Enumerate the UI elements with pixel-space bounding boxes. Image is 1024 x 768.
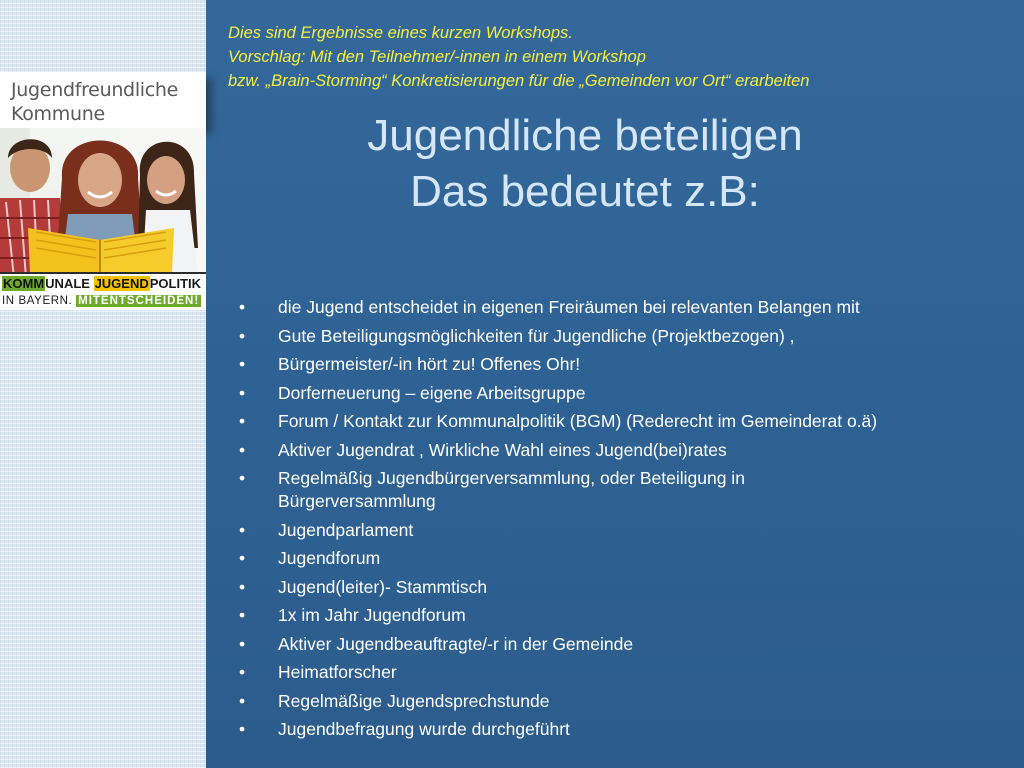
bullet-item [238, 661, 998, 684]
brand-box [0, 72, 206, 128]
brand-line-1: Jugendfreundliche [11, 79, 179, 101]
bullet-dot-icon: • [239, 633, 246, 654]
title-line-1: Jugendliche beteiligen [367, 111, 803, 160]
bullet-dot-icon: • [239, 325, 246, 346]
note-line-1: Dies sind Ergebnisse eines kurzen Workshops. [228, 24, 573, 42]
bullet-text: Heimatforscher [278, 662, 397, 682]
logo-text-jugend: JUGEND [94, 276, 149, 291]
bullet-text: Forum / Kontakt zur Kommunalpolitik (BGM) (Rederecht im Gemeinderat o.ä) [278, 411, 878, 431]
bullet-dot-icon: • [239, 576, 246, 597]
bullet-dot-icon: • [239, 548, 246, 568]
logo-text-in-bayern: IN BAYERN. [2, 295, 77, 307]
logo-text-mitentscheiden: MITENTSCHEIDEN! [78, 295, 200, 307]
bullet-text: Aktiver Jugendbeauftragte/-r in der Gemeinde [278, 633, 634, 654]
bullet-dot-icon: • [239, 690, 246, 711]
bullet-text: Regelmäßig Jugendbürgerversammlung, oder Beteiligung in Bürgerversammlung [278, 468, 745, 511]
bullet-dot-icon: • [239, 354, 246, 374]
bullet-item [238, 604, 998, 627]
bullet-dot-icon: • [239, 382, 246, 403]
bullet-item [238, 353, 998, 376]
brand-line-2: Kommune [11, 103, 105, 125]
bullet-dot-icon: • [239, 605, 246, 625]
logo-text-komm: KOMM [3, 276, 45, 291]
bullet-list [238, 296, 998, 747]
workshop-note [228, 21, 1008, 93]
bullet-item [238, 576, 998, 599]
bullet-item [238, 467, 998, 513]
bullet-text: 1x im Jahr Jugendforum [278, 605, 466, 625]
logo-text-unale: UNALE [45, 276, 94, 291]
bullet-dot-icon: • [239, 468, 246, 488]
bullet-text: die Jugend entscheidet in eigenen Freiräumen bei relevanten Belangen mit [278, 297, 860, 317]
bullet-item [238, 325, 998, 348]
bullet-dot-icon: • [239, 297, 246, 317]
bullet-text: Jugendbefragung wurde durchgeführt [278, 719, 570, 739]
bullet-text: Regelmäßige Jugendsprechstunde [278, 690, 550, 711]
bullet-dot-icon: • [239, 519, 246, 540]
title-line-2: Das bedeutet z.B: [410, 167, 760, 216]
bullet-item [238, 718, 998, 741]
bullet-item [238, 382, 998, 405]
bullet-text: Jugendforum [278, 548, 381, 568]
bullet-text: Jugendparlament [278, 519, 414, 540]
bullet-text: Jugend(leiter)- Stammtisch [278, 576, 488, 597]
bullet-dot-icon: • [239, 411, 246, 431]
note-line-3: bzw. „Brain-Storming“ Konkretisierungen für die „Gemeinden vor Ort“ erarbeiten [228, 72, 810, 90]
bullet-text: Aktiver Jugendrat , Wirkliche Wahl eines Jugend(bei)rates [278, 439, 727, 460]
bullet-item [238, 439, 998, 462]
bullet-text: Gute Beteiligungsmöglichkeiten für Jugendliche (Projektbezogen) , [278, 325, 795, 346]
bullet-item [238, 690, 998, 713]
bullet-text: Dorferneuerung – eigene Arbeitsgruppe [278, 382, 586, 403]
bullet-item [238, 547, 998, 570]
slide-title [300, 108, 870, 220]
bullet-item [238, 519, 998, 542]
bullet-text: Bürgermeister/-in hört zu! Offenes Ohr! [278, 354, 581, 374]
kommunale-jugendpolitik-logo [0, 272, 206, 310]
logo-text-politik: POLITIK [149, 276, 202, 291]
bullet-dot-icon: • [239, 439, 246, 460]
bullet-dot-icon: • [239, 719, 246, 739]
bullet-item [238, 633, 998, 656]
note-line-2: Vorschlag: Mit den Teilnehmer/-innen in einem Workshop [228, 48, 646, 66]
bullet-item [238, 296, 998, 319]
bullet-item [238, 410, 998, 433]
bullet-dot-icon: • [239, 662, 246, 682]
